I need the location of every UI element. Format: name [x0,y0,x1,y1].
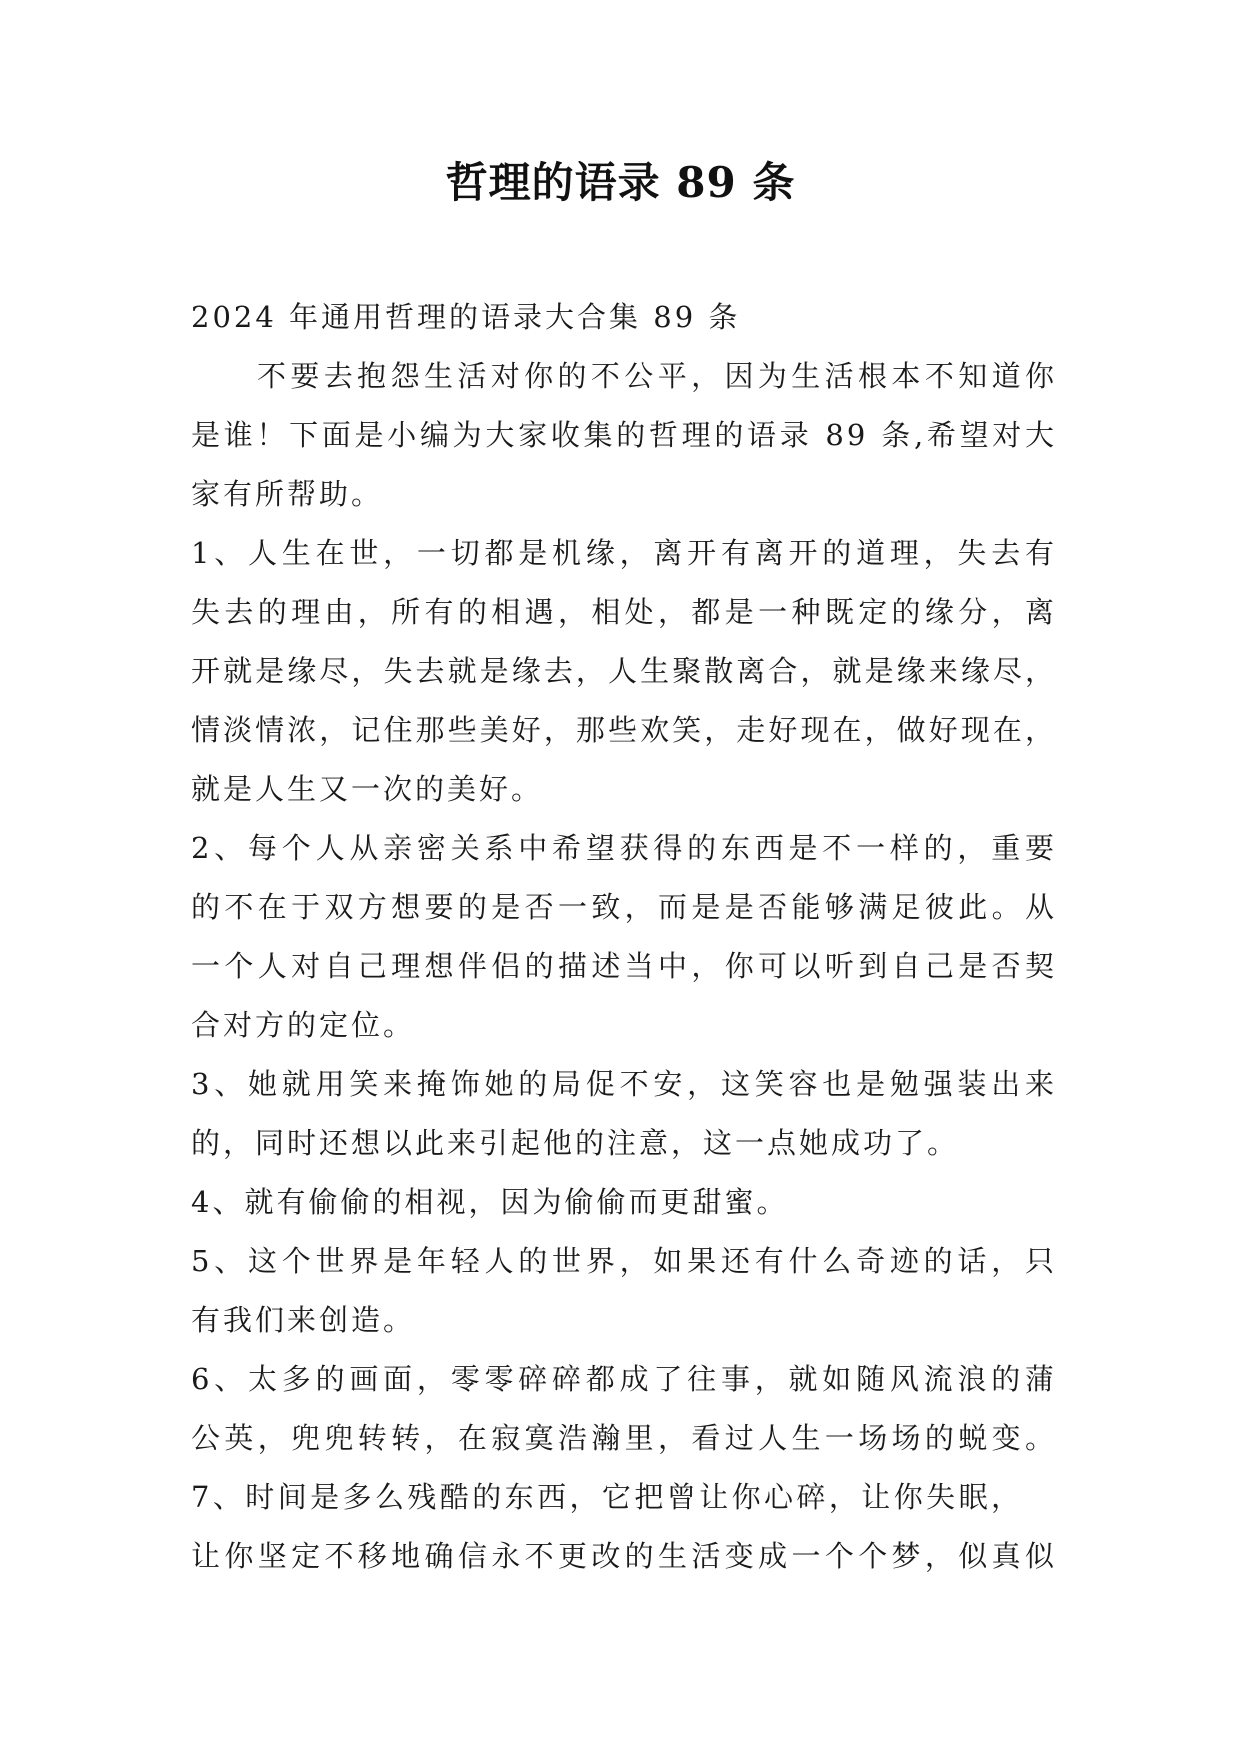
text-line: 6、太多的画面，零零碎碎都成了往事，就如随风流浪的蒲 [191,1362,1057,1396]
quote-item-7 [191,1468,1057,1586]
text-line: 2、每个人从亲密关系中希望获得的东西是不一样的，重要 [191,831,1057,865]
text-line: 失去的理由，所有的相遇，相处，都是一种既定的缘分，离 [191,595,1057,629]
text-line: 7、时间是多么残酷的东西，它把曾让你心碎，让你失眠， [191,1480,1023,1514]
quote-item-3 [191,1055,1057,1173]
text-line: 开就是缘尽，失去就是缘去，人生聚散离合，就是缘来缘尽， [191,654,1057,688]
text-line: 的，同时还想以此来引起他的注意，这一点她成功了。 [191,1126,960,1160]
text-line: 合对方的定位。 [191,1008,416,1042]
text-line: 是谁！下面是小编为大家收集的哲理的语录 89 条,希望对大 [191,418,1057,452]
text-line: 5、这个世界是年轻人的世界，如果还有什么奇迹的话，只 [191,1244,1057,1278]
text-line: 让你坚定不移地确信永不更改的生活变成一个个梦，似真似 [191,1539,1057,1573]
document-title: 哲理的语录 89 条 [445,158,796,207]
quote-item-5 [191,1232,1057,1350]
text-line: 就是人生又一次的美好。 [191,772,544,806]
quote-item-1 [191,524,1057,819]
text-line: 3、她就用笑来掩饰她的局促不安，这笑容也是勉强装出来 [191,1067,1057,1101]
text-line: 一个人对自己理想伴侣的描述当中，你可以听到自己是否契 [191,949,1057,983]
text-line: 1、人生在世，一切都是机缘，离开有离开的道理，失去有 [191,536,1057,570]
text-line: 2024 年通用哲理的语录大合集 89 条 [191,300,741,334]
document-body [191,288,1057,1586]
text-line: 家有所帮助。 [191,477,384,511]
text-line: 情淡情浓，记住那些美好，那些欢笑，走好现在，做好现在， [191,713,1057,747]
text-line: 的不在于双方想要的是否一致，而是是否能够满足彼此。从 [191,890,1057,924]
text-line: 不要去抱怨生活对你的不公平，因为生活根本不知道你 [257,359,1057,393]
text-line: 4、就有偷偷的相视，因为偷偷而更甜蜜。 [191,1185,789,1219]
document-heading [191,288,1057,347]
quote-item-2 [191,819,1057,1055]
quote-item-4 [191,1173,1057,1232]
intro-paragraph [191,347,1057,524]
quote-item-6 [191,1350,1057,1468]
text-line: 有我们来创造。 [191,1303,416,1337]
text-line: 公英，兜兜转转，在寂寞浩瀚里，看过人生一场场的蜕变。 [191,1421,1057,1455]
